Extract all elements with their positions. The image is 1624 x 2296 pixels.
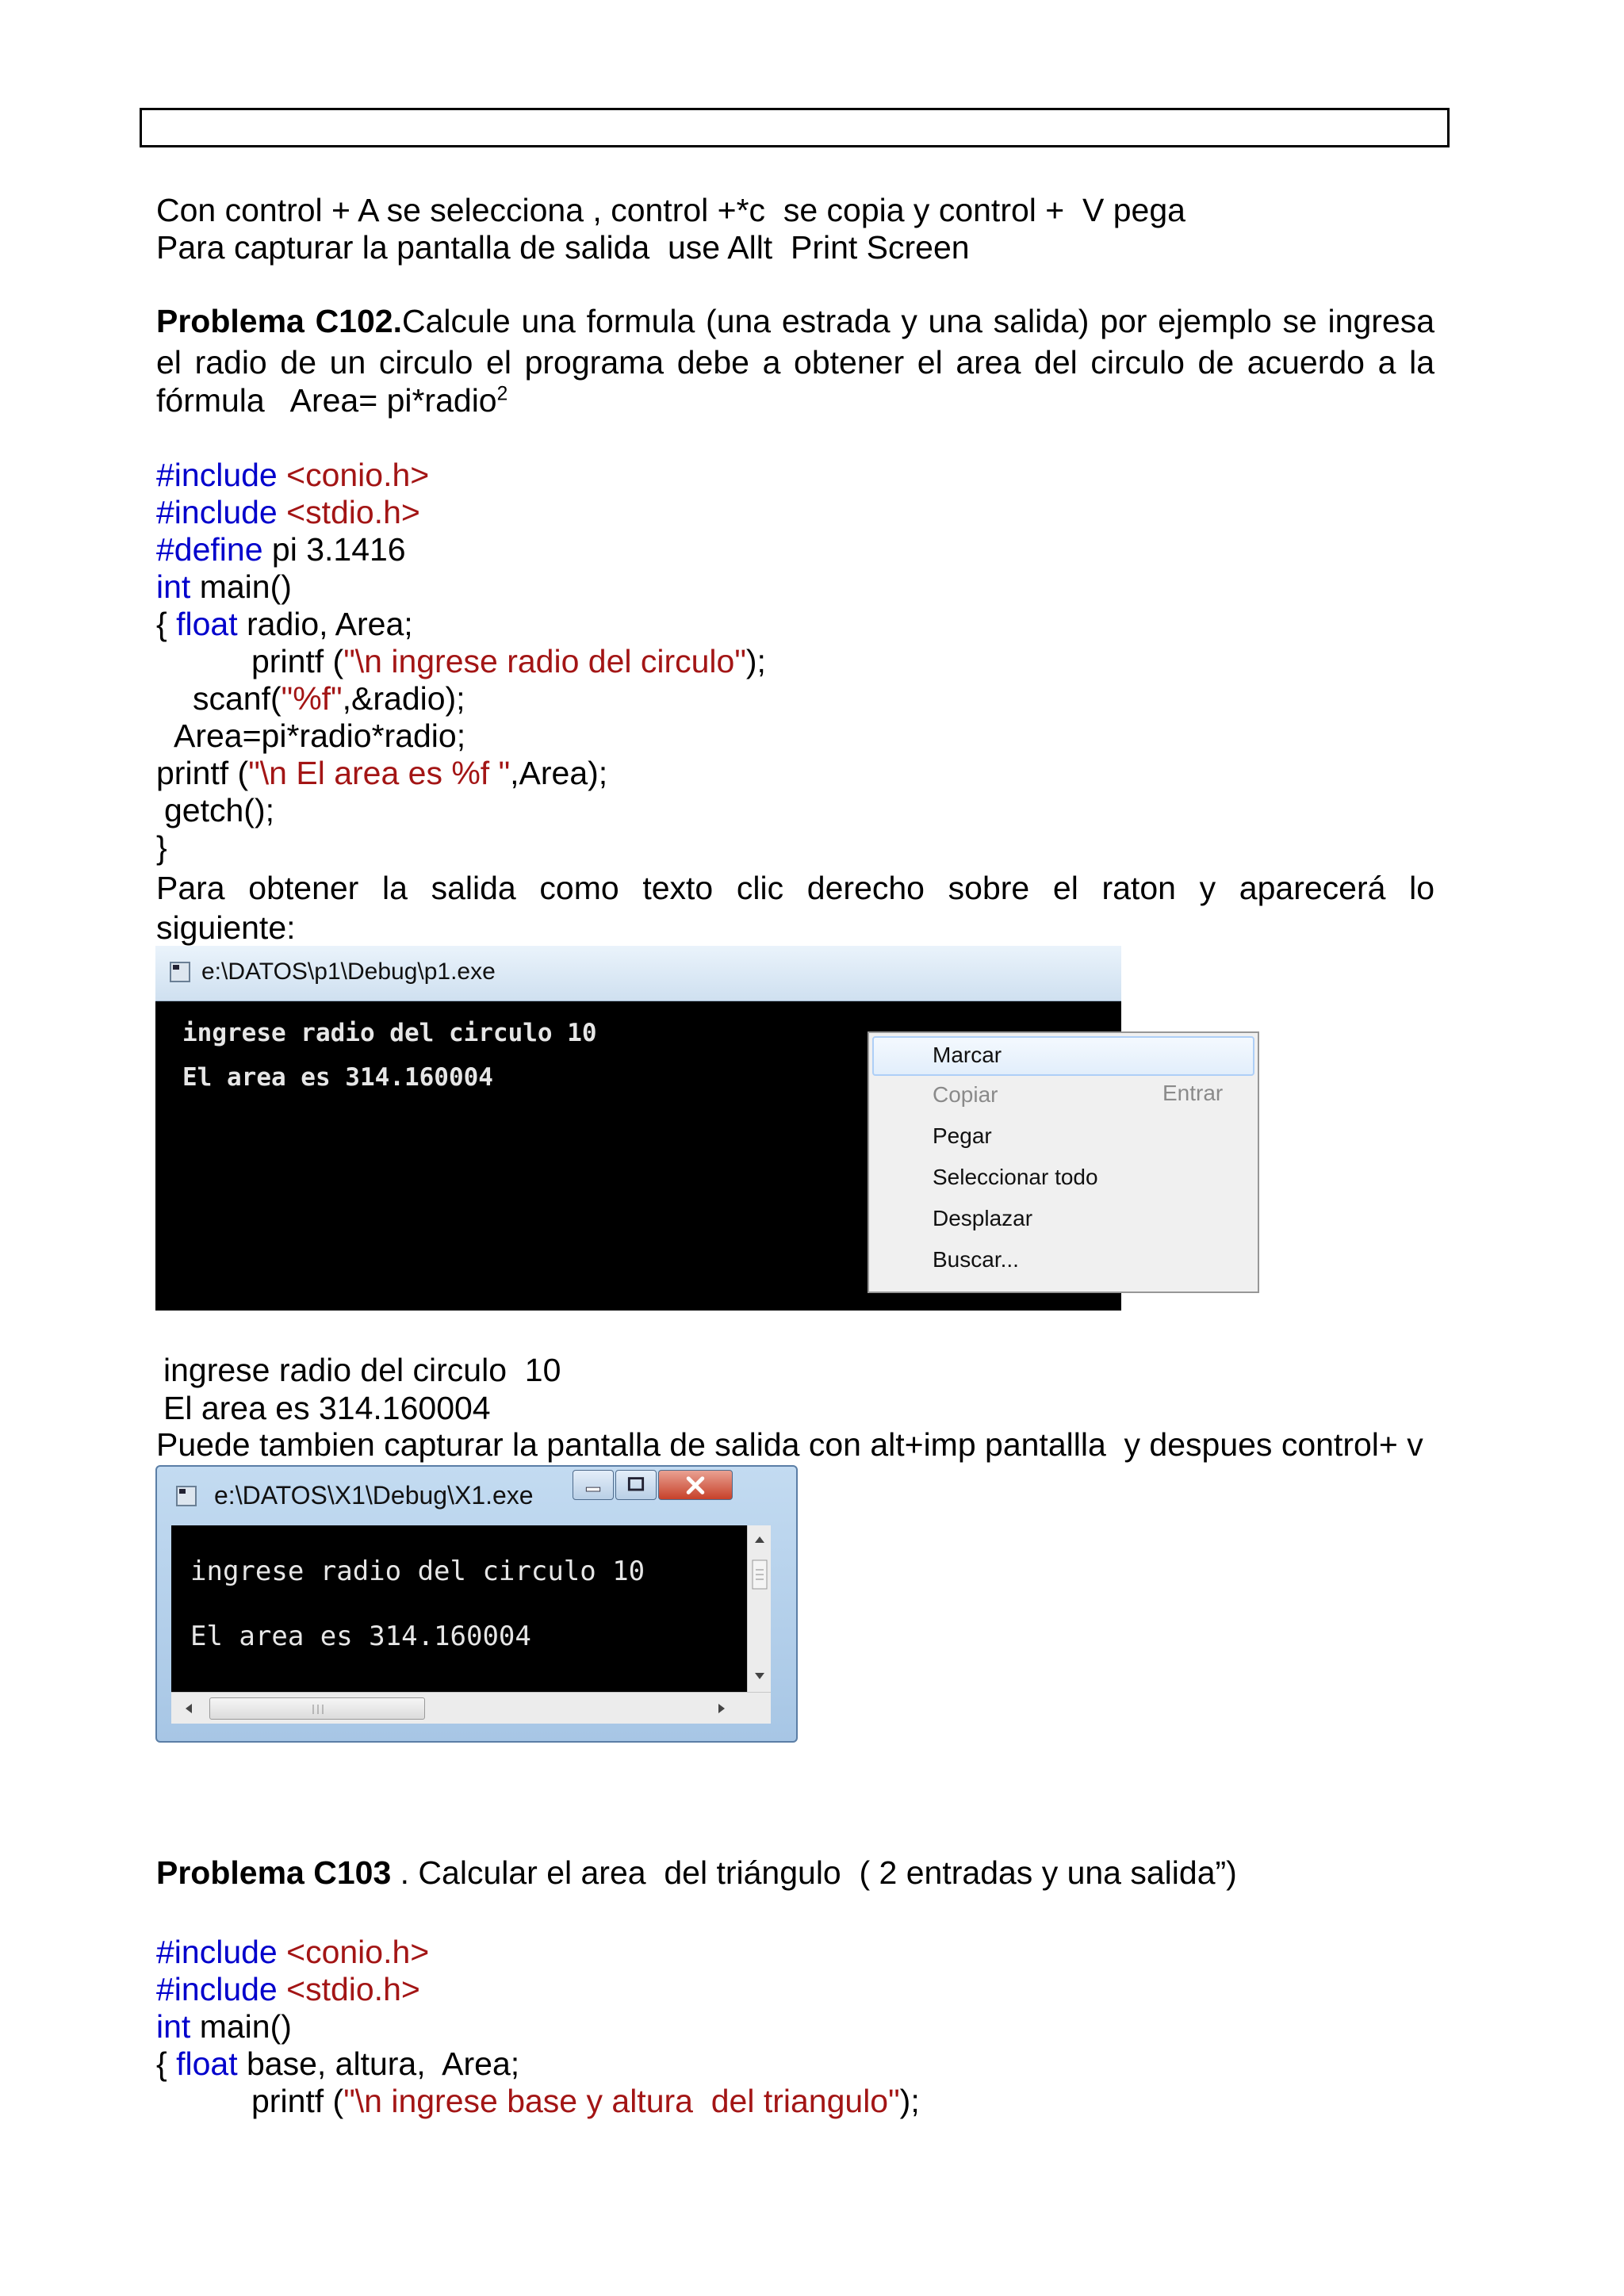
grip-icon [210,1698,426,1720]
console-app-icon [170,962,190,982]
code-keyword: float [176,606,238,642]
code-line [156,2009,292,2045]
problem-c102-desc-2: el radio de un circulo el programa debe a obtener el area del circulo de acuerdo a la [156,344,1434,381]
menu-item-seleccionar-todo[interactable]: Seleccionar todo [933,1165,1098,1189]
code-text: ,Area); [510,755,608,791]
console-title: e:\DATOS\p1\Debug\p1.exe [201,959,496,985]
code-header: <conio.h> [277,1934,430,1970]
code-line [251,2084,920,2119]
code-text: main() [190,568,292,605]
code-text: { [156,2045,177,2082]
scrollbar-arrows-icon [748,1525,772,1692]
code-header: <stdio.h> [277,494,420,530]
maximize-button[interactable] [615,1470,657,1500]
code-string: "%f" [281,680,343,717]
code-string: "\n ingrese base y altura del triangulo" [343,2083,900,2119]
code-keyword: int [156,2008,191,2045]
code-string: "\n El area es %f " [248,755,511,791]
code-keyword: #include [156,494,278,530]
vertical-scrollbar[interactable] [747,1525,771,1692]
code-line [156,495,420,530]
code-line [251,644,766,679]
code-keyword: #define [156,531,263,568]
intro-line-1: Con control + A se selecciona , control +*c se copia y control + V pega [156,192,1185,228]
formula-exponent: 2 [496,383,508,405]
code-line [156,2046,519,2082]
problem-c102-formula [156,383,508,419]
code-text: ); [745,643,766,679]
code-text: ); [899,2083,920,2119]
code-keyword: float [176,2045,238,2082]
console-app-icon [176,1486,197,1506]
code-text: main() [190,2008,292,2045]
header-box [140,108,1450,147]
scrollbar-thumb[interactable] [209,1697,425,1720]
paragraph-output-text: Para obtener la salida como texto clic derecho sobre el raton y aparecerá lo [156,870,1434,906]
console-title: e:\DATOS\X1\Debug\X1.exe [214,1481,534,1510]
code-line [193,681,465,717]
problem-c102-title: Problema C102. [156,303,402,339]
close-icon [659,1471,732,1500]
menu-item-marcar[interactable]: Marcar [933,1043,1002,1067]
console-output-line: El area es 314.160004 [182,1063,493,1092]
console-title-bar [155,946,1121,1001]
code-text: printf ( [251,643,344,679]
code-line [156,569,292,605]
code-line [156,532,406,568]
menu-item-copiar: Copiar [933,1082,998,1107]
problem-c102-desc-1: Calcule una formula (una estrada y una salida) por ejemplo se ingresa [401,303,1435,339]
horizontal-scrollbar[interactable] [171,1692,771,1724]
code-line [156,1972,420,2007]
code-line [156,1934,429,1970]
code-keyword: #include [156,457,278,493]
code-text: printf ( [251,2083,344,2119]
intro-line-2: Para capturar la pantalla de salida use Allt Print Screen [156,229,970,266]
minimize-icon [573,1471,613,1500]
console-output-line: El area es 314.160004 [190,1621,531,1652]
code-string: "\n ingrese radio del circulo" [343,643,746,679]
plain-output-line: ingrese radio del circulo 10 [163,1352,561,1388]
problem-c103-heading [156,1855,1237,1891]
menu-item-pegar[interactable]: Pegar [933,1123,992,1148]
code-header: <stdio.h> [277,1971,420,2007]
menu-item-desplazar[interactable]: Desplazar [933,1206,1033,1230]
formula-text: fórmula Area= pi*radio [156,382,497,419]
console-screenshot-context-menu [155,946,1224,1311]
code-text: radio, Area; [237,606,413,642]
console-area [171,1525,771,1692]
code-text: scanf( [193,680,282,717]
code-line: getch(); [164,792,274,828]
code-line [156,607,413,642]
console-output-line: ingrese radio del circulo 10 [182,1019,597,1047]
problem-c102-heading [156,304,1434,339]
code-line: } [156,829,167,866]
code-line [156,756,607,791]
context-menu-highlight [872,1036,1254,1076]
code-text: pi 3.1416 [262,531,406,568]
code-line: Area=pi*radio*radio; [174,718,466,754]
code-keyword: int [156,568,191,605]
console-screenshot-window [155,1465,798,1743]
code-text: { [156,606,177,642]
menu-shortcut-entrar: Entrar [1162,1081,1224,1105]
code-line [156,457,429,493]
context-menu [868,1031,1259,1293]
paragraph-output-text-end: siguiente: [156,909,296,946]
code-keyword: #include [156,1934,278,1970]
plain-output-line: El area es 314.160004 [163,1390,491,1426]
paragraph-capture: Puede tambien capturar la pantalla de salida con alt+imp pantallla y despues control+ v [156,1426,1423,1463]
code-keyword: #include [156,1971,278,2007]
maximize-icon [616,1471,656,1500]
problem-c103-desc: . Calcular el area del triángulo ( 2 entradas y una salida”) [391,1854,1237,1891]
menu-item-buscar[interactable]: Buscar... [933,1247,1019,1272]
console-output-line: ingrese radio del circulo 10 [190,1556,645,1587]
code-header: <conio.h> [277,457,430,493]
code-text: ,&radio); [342,680,465,717]
close-button[interactable] [658,1470,733,1500]
problem-c103-title: Problema C103 [156,1854,392,1891]
code-text: base, altura, Area; [237,2045,520,2082]
code-text: printf ( [156,755,249,791]
minimize-button[interactable] [573,1470,614,1500]
